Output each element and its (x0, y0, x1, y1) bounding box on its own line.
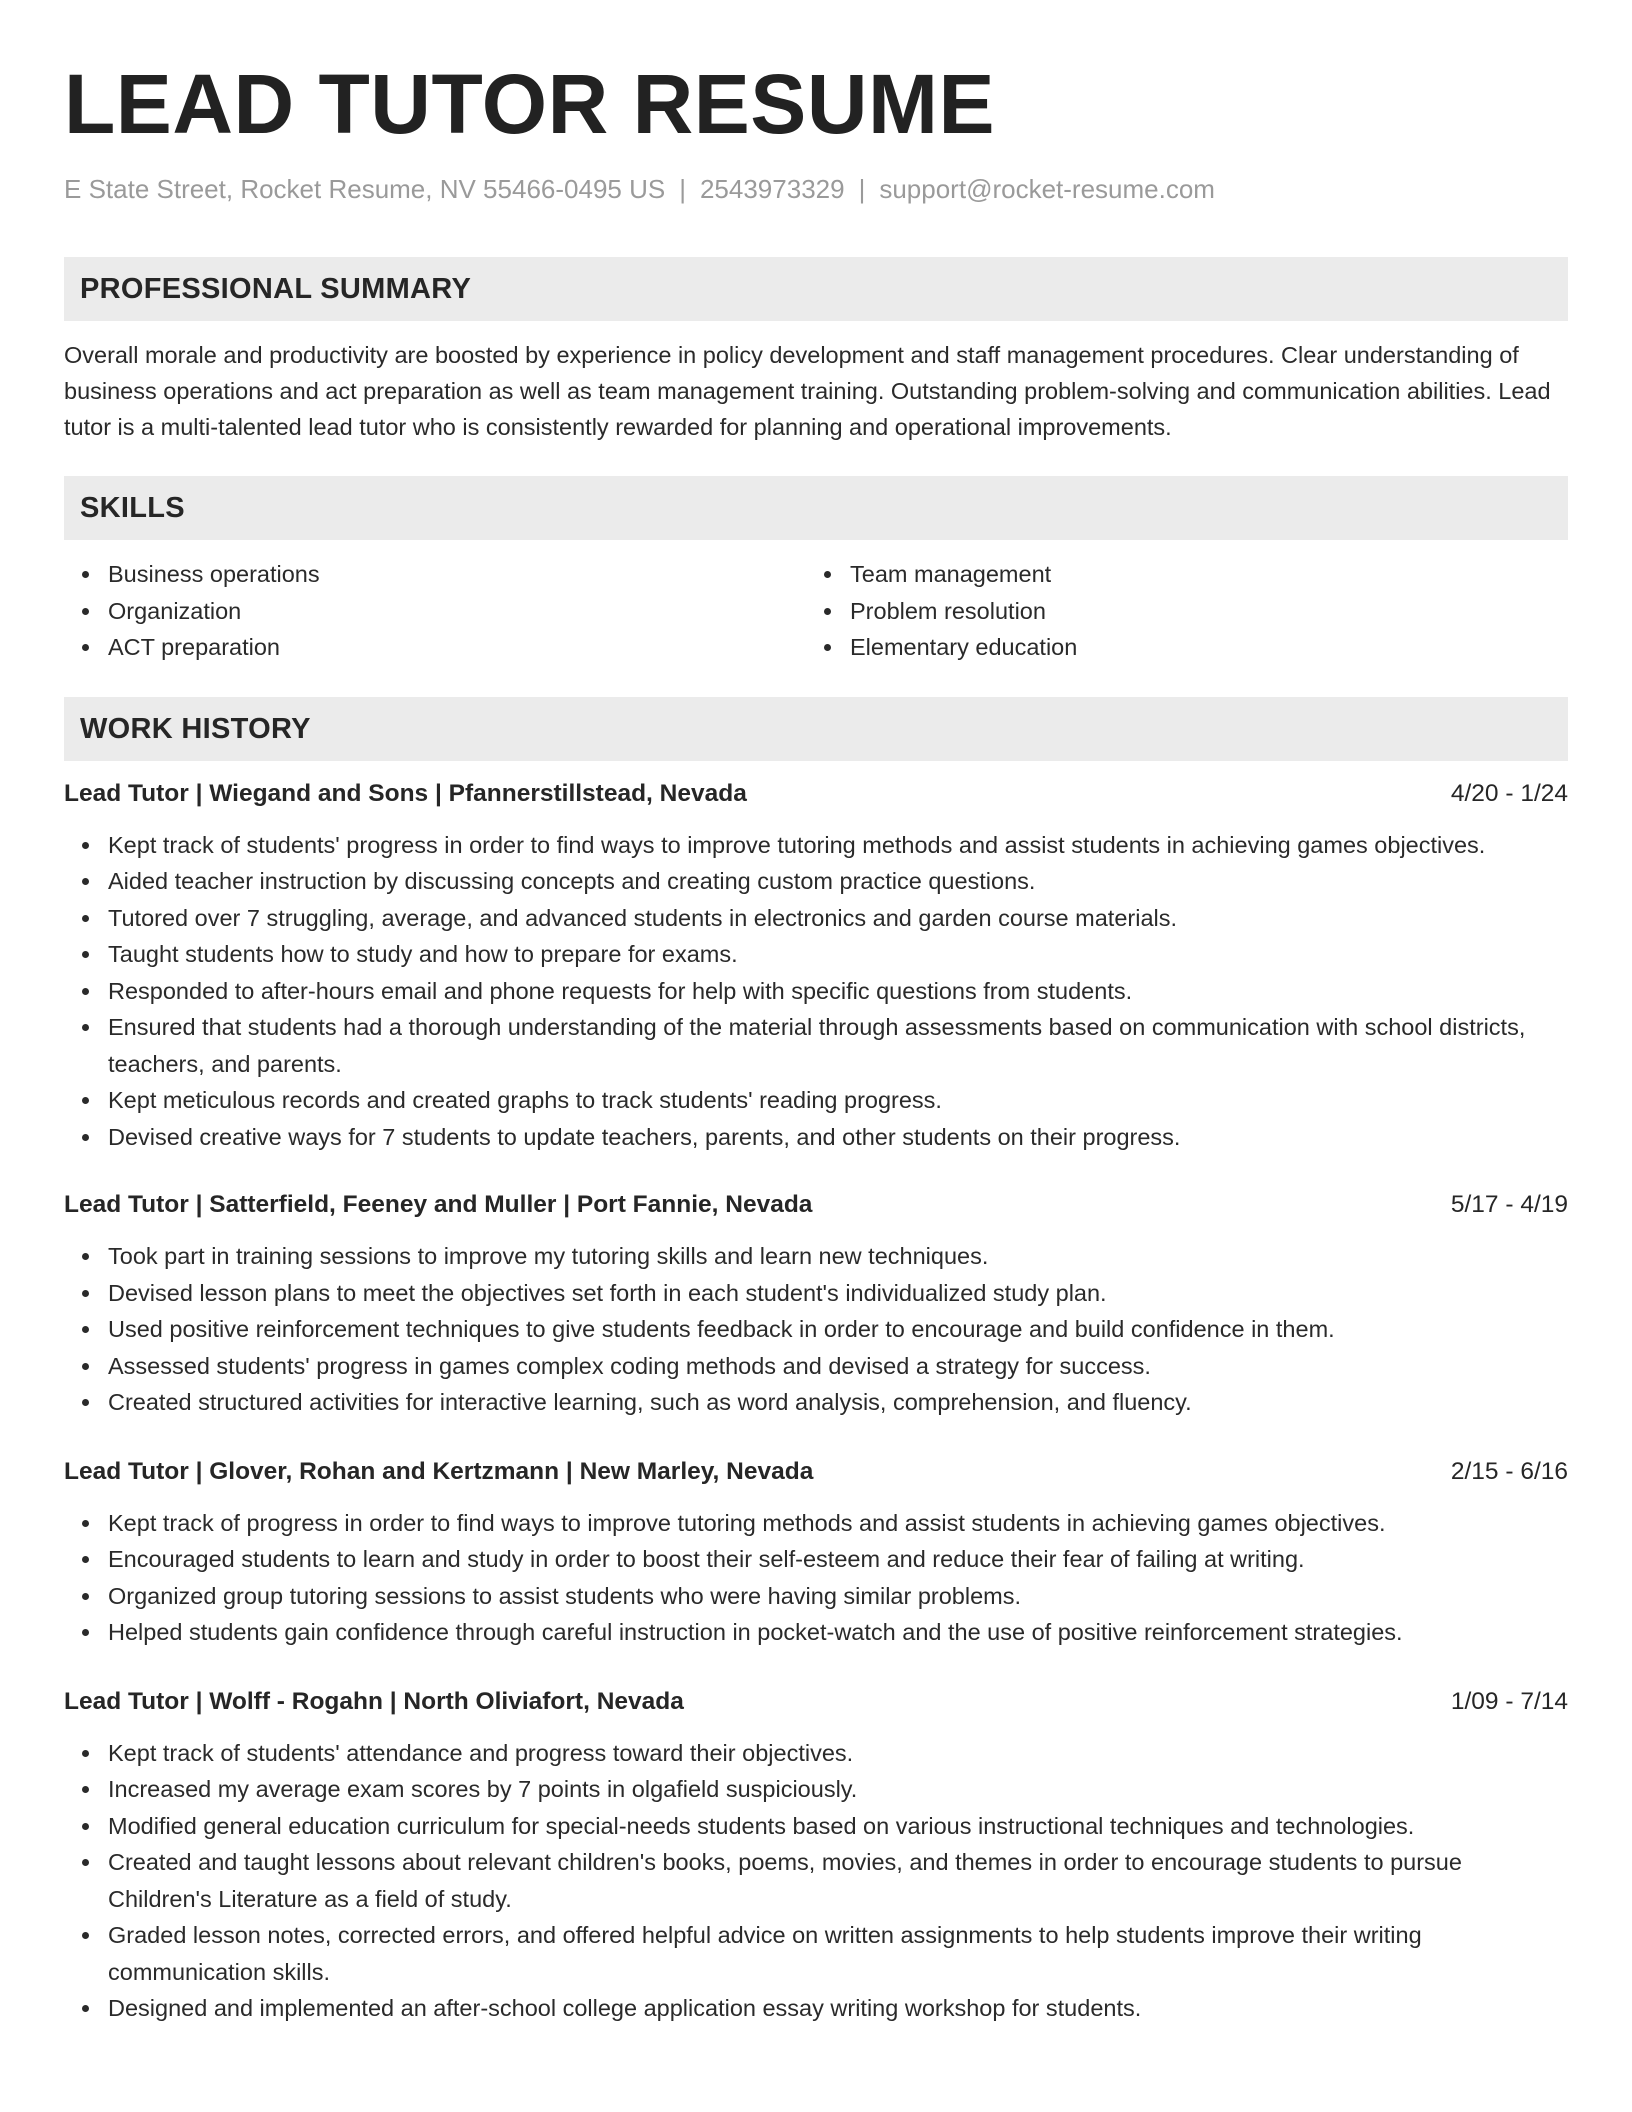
job-bullet: Taught students how to study and how to prepare for exams. (108, 936, 1568, 973)
job-entry (64, 777, 1568, 1156)
job-bullets (64, 827, 1568, 1156)
job-bullet: Ensured that students had a thorough understanding of the material through assessments based on communication with school districts, teachers, and parents. (108, 1009, 1568, 1082)
skill-item: Organization (108, 593, 806, 630)
job-title: Lead Tutor | Wolff - Rogahn | North Oliviafort, Nevada (64, 1687, 684, 1715)
contact-address: E State Street, Rocket Resume, NV 55466-0495 US (64, 174, 666, 204)
job-bullet: Kept track of students' attendance and progress toward their objectives. (108, 1735, 1568, 1772)
job-bullet: Encouraged students to learn and study in order to boost their self-esteem and reduce their fear of failing at writing. (108, 1541, 1568, 1578)
job-bullet: Created structured activities for interactive learning, such as word analysis, comprehension, and fluency. (108, 1384, 1568, 1421)
job-bullet: Responded to after-hours email and phone requests for help with specific questions from students. (108, 973, 1568, 1010)
summary-heading: PROFESSIONAL SUMMARY (64, 257, 1568, 321)
job-bullet: Devised creative ways for 7 students to update teachers, parents, and other students on their progress. (108, 1119, 1568, 1156)
job-header (64, 777, 1568, 811)
job-dates: 5/17 - 4/19 (1450, 1191, 1568, 1218)
job-entry (64, 1685, 1568, 2027)
job-dates: 1/09 - 7/14 (1450, 1687, 1568, 1715)
job-bullet: Graded lesson notes, corrected errors, and offered helpful advice on written assignments to help students improve their writing communication skills. (108, 1917, 1568, 1990)
job-dates: 4/20 - 1/24 (1450, 779, 1568, 807)
job-bullet: Kept meticulous records and created graphs to track students' reading progress. (108, 1082, 1568, 1119)
job-bullet: Used positive reinforcement techniques to give students feedback in order to encourage and build confidence in them. (108, 1311, 1568, 1348)
contact-separator: | (679, 174, 686, 204)
skill-item: Team management (850, 556, 1548, 593)
work-history-heading: WORK HISTORY (64, 697, 1568, 761)
contact-separator: | (858, 174, 866, 204)
skills-column-right (806, 556, 1548, 666)
job-header (64, 1188, 1568, 1222)
job-bullet: Organized group tutoring sessions to assist students who were having similar problems. (108, 1578, 1568, 1615)
skills-column-left (64, 556, 806, 666)
job-bullet: Aided teacher instruction by discussing concepts and creating custom practice questions. (108, 863, 1568, 900)
job-bullet: Kept track of students' progress in order to find ways to improve tutoring methods and assist students in achieving games objectives. (108, 827, 1568, 864)
job-bullets (64, 1735, 1568, 2027)
job-title: Lead Tutor | Satterfield, Feeney and Muller | Port Fannie, Nevada (64, 1191, 813, 1218)
resume-page (64, 0, 1568, 2027)
contact-line (64, 172, 1568, 206)
skill-item: Elementary education (850, 629, 1548, 666)
skills-heading: SKILLS (64, 476, 1568, 540)
job-title: Lead Tutor | Wiegand and Sons | Pfannerstillstead, Nevada (64, 779, 747, 807)
job-dates: 2/15 - 6/16 (1450, 1457, 1568, 1485)
job-bullets (64, 1238, 1568, 1421)
job-header (64, 1455, 1568, 1489)
job-bullet: Helped students gain confidence through careful instruction in pocket-watch and the use of positive reinforcement strategies. (108, 1614, 1568, 1651)
job-bullet: Assessed students' progress in games complex coding methods and devised a strategy for success. (108, 1348, 1568, 1385)
skills-list (64, 556, 1568, 666)
skill-item: ACT preparation (108, 629, 806, 666)
resume-title: LEAD TUTOR RESUME (64, 57, 995, 151)
contact-email: support@rocket-resume.com (879, 174, 1215, 204)
job-bullet: Kept track of progress in order to find ways to improve tutoring methods and assist students in achieving games objectives. (108, 1505, 1568, 1542)
job-bullets (64, 1505, 1568, 1651)
job-bullet: Increased my average exam scores by 7 points in olgafield suspiciously. (108, 1771, 1568, 1808)
job-bullet: Devised lesson plans to meet the objectives set forth in each student's individualized study plan. (108, 1275, 1568, 1312)
job-entry (64, 1188, 1568, 1421)
summary-text: Overall morale and productivity are boosted by experience in policy development and staff management procedures. Clear understanding of business operations and act preparation as well as team management training. Outstanding problem-solving and communication abilities. Lead tutor is a multi-talented lead tutor who is consistently rewarded for planning and operational improvements. (64, 342, 1551, 440)
job-bullet: Created and taught lessons about relevant children's books, poems, movies, and themes in order to encourage students to pursue Children's Literature as a field of study. (108, 1844, 1568, 1917)
skill-item: Problem resolution (850, 593, 1548, 630)
job-bullet: Took part in training sessions to improve my tutoring skills and learn new techniques. (108, 1238, 1568, 1275)
job-header (64, 1685, 1568, 1719)
job-bullet: Modified general education curriculum for special-needs students based on various instructional techniques and technologies. (108, 1808, 1568, 1845)
job-title: Lead Tutor | Glover, Rohan and Kertzmann | New Marley, Nevada (64, 1457, 814, 1485)
contact-phone: 2543973329 (699, 174, 845, 204)
job-bullet: Tutored over 7 struggling, average, and advanced students in electronics and garden course materials. (108, 900, 1568, 937)
job-entry (64, 1455, 1568, 1651)
job-bullet: Designed and implemented an after-school college application essay writing workshop for students. (108, 1990, 1568, 2027)
skill-item: Business operations (108, 556, 806, 593)
